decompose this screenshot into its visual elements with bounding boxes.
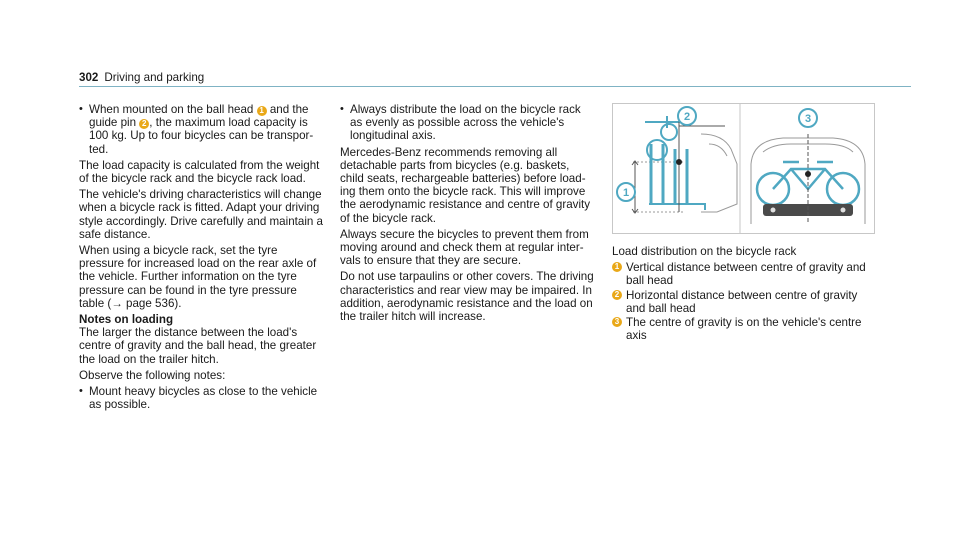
marker-1-label: 1 (622, 187, 630, 199)
car-rear-outline (701, 134, 737, 212)
bullet-distribute-load: • Always distribute the load on the bicycle rack as evenly as possible across the vehicle's longitudinal axis. (340, 103, 596, 143)
text-fragment: When mounted on the ball head (89, 103, 257, 116)
text-fragment: and the guide pin (89, 103, 309, 130)
bullet-mount-heavy: • Mount heavy bicycles as close to the vehicle as possible. (79, 385, 323, 411)
marker-2-label: 2 (683, 111, 691, 123)
rack-platform (649, 204, 705, 210)
paragraph-driving-characteristics: The vehicle's driving characteristics will change when a bicycle rack is fitted. Adapt your driving style accordingly. Drive carefully and maintain a safe distance. (79, 188, 324, 241)
legend-badge-2: 2 (612, 290, 622, 300)
paragraph-load-capacity: The load capacity is calculated from the weight of the bicycle rack and the bicycle rack load. (79, 158, 320, 186)
bicycle-rack-illustration (613, 104, 874, 233)
left-column (79, 103, 323, 414)
load-distribution-figure (612, 103, 875, 234)
paragraph-notes: The larger the distance between the load's centre of gravity and the ball head, the greater the load on the trailer hitch. (79, 326, 317, 366)
rack-light (841, 208, 846, 213)
car-window-outline (709, 144, 727, 156)
rack-light (771, 208, 776, 213)
legend-badge-3: 3 (612, 317, 622, 327)
paragraph-secure-bicycles: Always secure the bicycles to prevent them from moving around and check them at regular intervals to ensure that they are secure. (340, 227, 589, 268)
marker-badge-2: 2 (139, 119, 149, 129)
page-header (79, 71, 204, 84)
centre-of-gravity-dot-rear (805, 171, 811, 177)
figure-caption (612, 245, 872, 343)
paragraph-recommendation: Mercedes-Benz recommends removing all detachable parts from bicycles (e.g. baskets, child seats, rechargeable batteries) before loading them onto the bicycle rack. This will improve the aerodynamic resistance and centre of gravity of the bicycle rack. (340, 145, 591, 225)
bullet-max-load (79, 103, 323, 156)
header-divider (79, 86, 911, 87)
marker-badge-1: 1 (257, 106, 267, 116)
centre-of-gravity-dot (676, 159, 682, 165)
legend-item-3 (612, 316, 872, 342)
paragraph-tyre-pressure: When using a bicycle rack, set the tyre pressure for increased load on the rear axle of the vehicle. Further information on the tyre pressure can be found in the tyre pressure table (→ page 536). (79, 244, 317, 310)
page-number: 302 (79, 71, 99, 84)
side-view-rack (645, 116, 705, 210)
legend-text-2: Horizontal distance between centre of gravity and ball head (626, 288, 858, 315)
text-fragment: , the maximum load capacity is 100 kg. Up to four bicycles can be transported. (89, 116, 314, 156)
section-title: Driving and parking (104, 71, 205, 84)
legend-item-2 (612, 289, 872, 315)
caption-title: Load distribution on the bicycle rack (612, 245, 797, 258)
legend-text-1: Vertical distance between centre of gravity and ball head (626, 261, 866, 288)
paragraph-no-covers: Do not use tarpaulins or other covers. The driving characteristics and rear view may be impaired. In addition, aerodynamic resistance and the load on the trailer hitch will increase. (340, 270, 594, 324)
wheel-outline (661, 124, 677, 140)
paragraph-observe: Observe the following notes: (79, 368, 226, 382)
legend-text-3: The centre of gravity is on the vehicle's centre axis (626, 316, 862, 343)
notes-heading: Notes on loading (79, 313, 174, 327)
legend-badge-1: 1 (612, 262, 622, 272)
middle-column (340, 103, 596, 326)
legend-item-1 (612, 261, 872, 287)
marker-3-label: 3 (804, 113, 812, 125)
